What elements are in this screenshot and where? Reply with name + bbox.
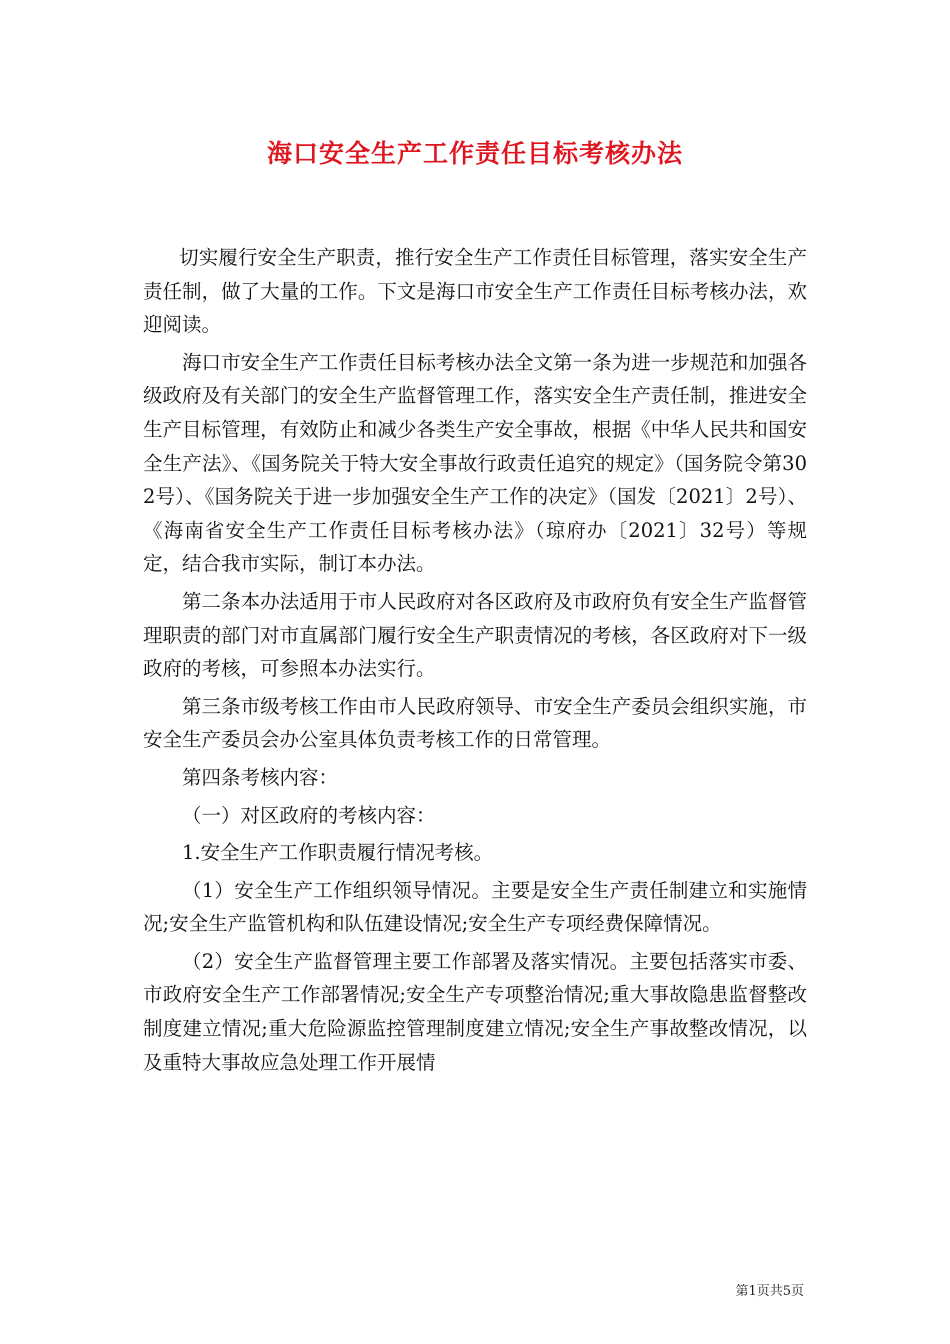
paragraph-subitem-1: （1）安全生产工作组织领导情况。主要是安全生产责任制建立和实施情况;安全生产监管机构和队伍建设情况;安全生产专项经费保障情况。 [143,878,807,936]
document-body [143,241,807,1083]
page-number: 第1页共5页 [735,1284,804,1299]
paragraph-item-1: 1.安全生产工作职责履行情况考核。 [182,841,494,865]
paragraph-intro: 切实履行安全生产职责，推行安全生产工作责任目标管理，落实安全生产责任制，做了大量的工作。下文是海口市安全生产工作责任目标考核办法，欢迎阅读。 [143,246,807,337]
paragraph-subitem-2: （2）安全生产监督管理主要工作部署及落实情况。主要包括落实市委、市政府安全生产工作部署情况;安全生产专项整治情况;重大事故隐患监督整改制度建立情况;重大危险源监控管理制度建立情况;安全生产事故整改情况，以及重特大事故应急处理工作开展情 [143,949,807,1074]
paragraph-article-1: 海口市安全生产工作责任目标考核办法全文第一条为进一步规范和加强各级政府及有关部门的安全生产监督管理工作，落实安全生产责任制，推进安全生产目标管理，有效防止和减少各类生产安全事故，根据《中华人民共和国安全生产法》、《国务院关于特大安全事故行政责任追究的规定》（国务院令第302号）、《国务院关于进一步加强安全生产工作的决定》（国发〔2021〕2号）、《海南省安全生产工作责任目标考核办法》（琼府办〔2021〕32号）等规定，结合我市实际，制订本办法。 [143,350,807,576]
paragraph-article-2: 第二条本办法适用于市人民政府对各区政府及市政府负有安全生产监督管理职责的部门对市直属部门履行安全生产职责情况的考核，各区政府对下一级政府的考核，可参照本办法实行。 [143,589,807,681]
paragraph-article-4: 第四条考核内容： [182,765,339,789]
document-title: 海口安全生产工作责任目标考核办法 [266,139,683,168]
paragraph-article-3: 第三条市级考核工作由市人民政府领导、市安全生产委员会组织实施，市安全生产委员会办公室具体负责考核工作的日常管理。 [143,694,807,752]
paragraph-section-1: （一）对区政府的考核内容： [182,803,436,827]
